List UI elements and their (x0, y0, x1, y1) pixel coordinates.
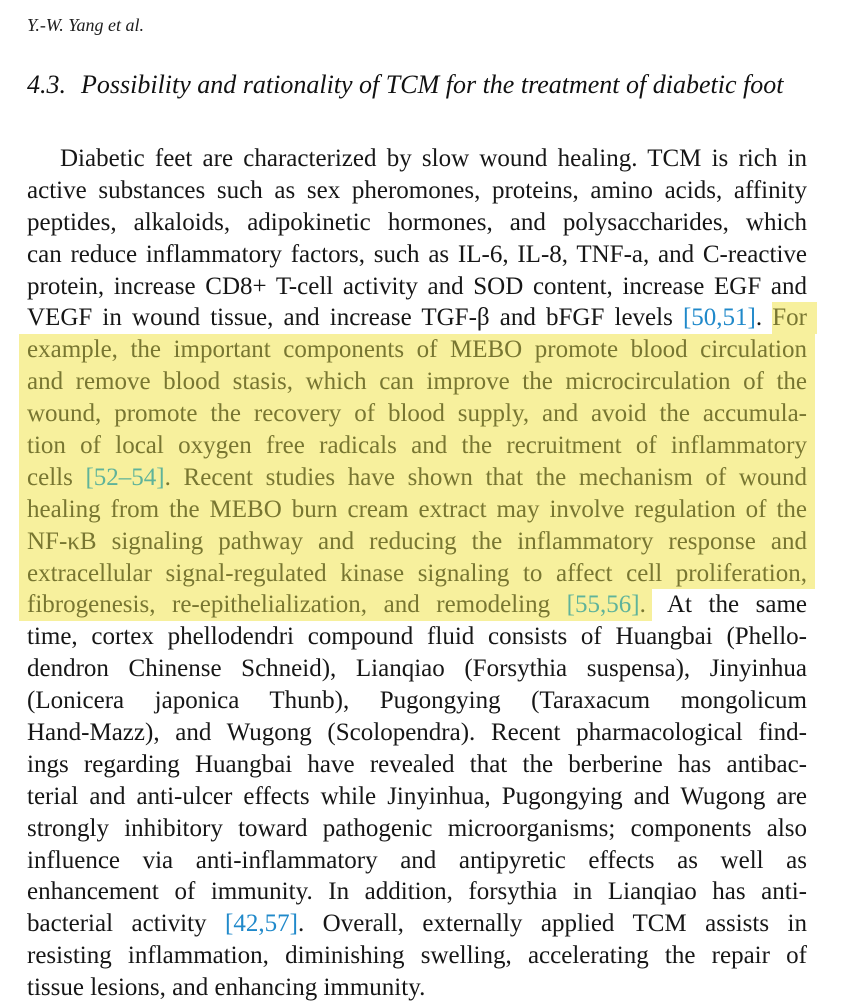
text-line (27, 940, 807, 972)
text-span: healing from the MEBO burn cream extract may involve regulation of the (27, 495, 807, 523)
highlighted-text-line (19, 334, 815, 366)
text-span: For (772, 304, 807, 332)
citation-link[interactable]: [42,57] (225, 910, 298, 938)
text-span: terial and anti-ulcer effects while Jinyinhua, Pugongying and Wugong are (27, 782, 807, 810)
highlight-span (19, 589, 652, 621)
text-span: enhancement of immunity. In addition, forsythia in Lianqiao has anti- (27, 878, 807, 906)
text-line (27, 972, 807, 1004)
text-span: protein, increase CD8+ T-cell activity and SOD content, increase EGF and (27, 272, 807, 300)
text-span: tion of local oxygen free radicals and the recruitment of inflammatory (27, 432, 807, 460)
text-span: strongly inhibitory toward pathogenic microorganisms; components also (27, 814, 807, 842)
text-line (27, 589, 807, 621)
highlighted-text-line (19, 462, 815, 494)
text-span: can reduce inflammatory factors, such as IL-6, IL-8, TNF-a, and C-reactive (27, 240, 807, 268)
text-line (27, 621, 807, 653)
text-line (27, 717, 807, 749)
highlighted-text-line (19, 494, 815, 526)
highlighted-text-line (19, 366, 815, 398)
text-span: active substances such as sex pheromones, proteins, amino acids, affinity (27, 176, 807, 204)
text-line (27, 239, 807, 271)
text-span: NF-κB signaling pathway and reducing the inflammatory response and (27, 527, 807, 555)
text-line (27, 876, 807, 908)
citation-link[interactable]: [50,51] (682, 304, 756, 332)
text-span: At the same (651, 591, 808, 619)
highlighted-text-line (19, 526, 815, 558)
text-line (27, 653, 807, 685)
text-span: peptides, alkaloids, adipokinetic hormones, and polysaccharides, which (27, 208, 807, 236)
text-line (27, 813, 807, 845)
text-span: bacterial activity (27, 910, 226, 938)
text-span: extracellular signal-regulated kinase signaling to affect cell proliferation, (27, 559, 807, 587)
highlighted-text-line (19, 430, 815, 462)
text-span: . (639, 591, 646, 619)
highlighted-text-line (19, 558, 815, 590)
text-span: dendron Chinense Schneid), Lianqiao (Forsythia suspensa), Jinyinhua (27, 655, 807, 683)
text-span: . Overall, externally applied TCM assists in (297, 910, 807, 938)
citation-link[interactable]: [52–54] (85, 463, 165, 491)
section-number: 4.3. (27, 70, 66, 99)
text-span: time, cortex phellodendri compound fluid consists of Huangbai (Phello- (27, 623, 807, 651)
text-span: ings regarding Huangbai have revealed that the berberine has antibac- (27, 750, 807, 778)
text-line (27, 781, 807, 813)
text-span: fibrogenesis, re-epithelialization, and remodeling (27, 591, 567, 619)
text-line (27, 302, 807, 334)
text-span: Diabetic feet are characterized by slow wound healing. TCM is rich in (60, 145, 807, 172)
text-span: VEGF in wound tissue, and increase TGF-β and bFGF levels (27, 304, 683, 332)
article-paragraph (27, 143, 807, 1004)
text-span: resisting inflammation, diminishing swelling, accelerating the repair of (27, 942, 807, 970)
section-heading (27, 70, 850, 100)
text-span: example, the important components of MEBO promote blood circulation (27, 336, 807, 364)
text-line (27, 143, 807, 175)
text-span: (Lonicera japonica Thunb), Pugongying (Taraxacum mongolicum (27, 687, 807, 715)
text-line (27, 175, 807, 207)
text-line (27, 749, 807, 781)
running-head-authors: Y.-W. Yang et al. (27, 15, 145, 35)
text-span: . Recent studies have shown that the mechanism of wound (164, 463, 807, 491)
text-span: tissue lesions, and enhancing immunity. (27, 974, 426, 1002)
text-span: . (755, 304, 773, 332)
text-line (27, 271, 807, 303)
text-line (27, 845, 807, 877)
text-span: cells (27, 463, 86, 491)
citation-link[interactable]: [55,56] (566, 591, 640, 619)
text-line (27, 207, 807, 239)
text-span: influence via anti-inflammatory and antipyretic effects as well as (27, 846, 807, 874)
highlighted-text-line (19, 398, 815, 430)
highlight-span (772, 302, 817, 334)
text-span: and remove blood stasis, which can improve the microcirculation of the (27, 368, 807, 396)
text-span: wound, promote the recovery of blood supply, and avoid the accumula- (27, 400, 807, 428)
section-title: Possibility and rationality of TCM for the treatment of diabetic foot (81, 70, 784, 99)
text-span: Hand-Mazz), and Wugong (Scolopendra). Recent pharmacological find- (27, 719, 807, 747)
text-line (27, 685, 807, 717)
text-line (27, 908, 807, 940)
